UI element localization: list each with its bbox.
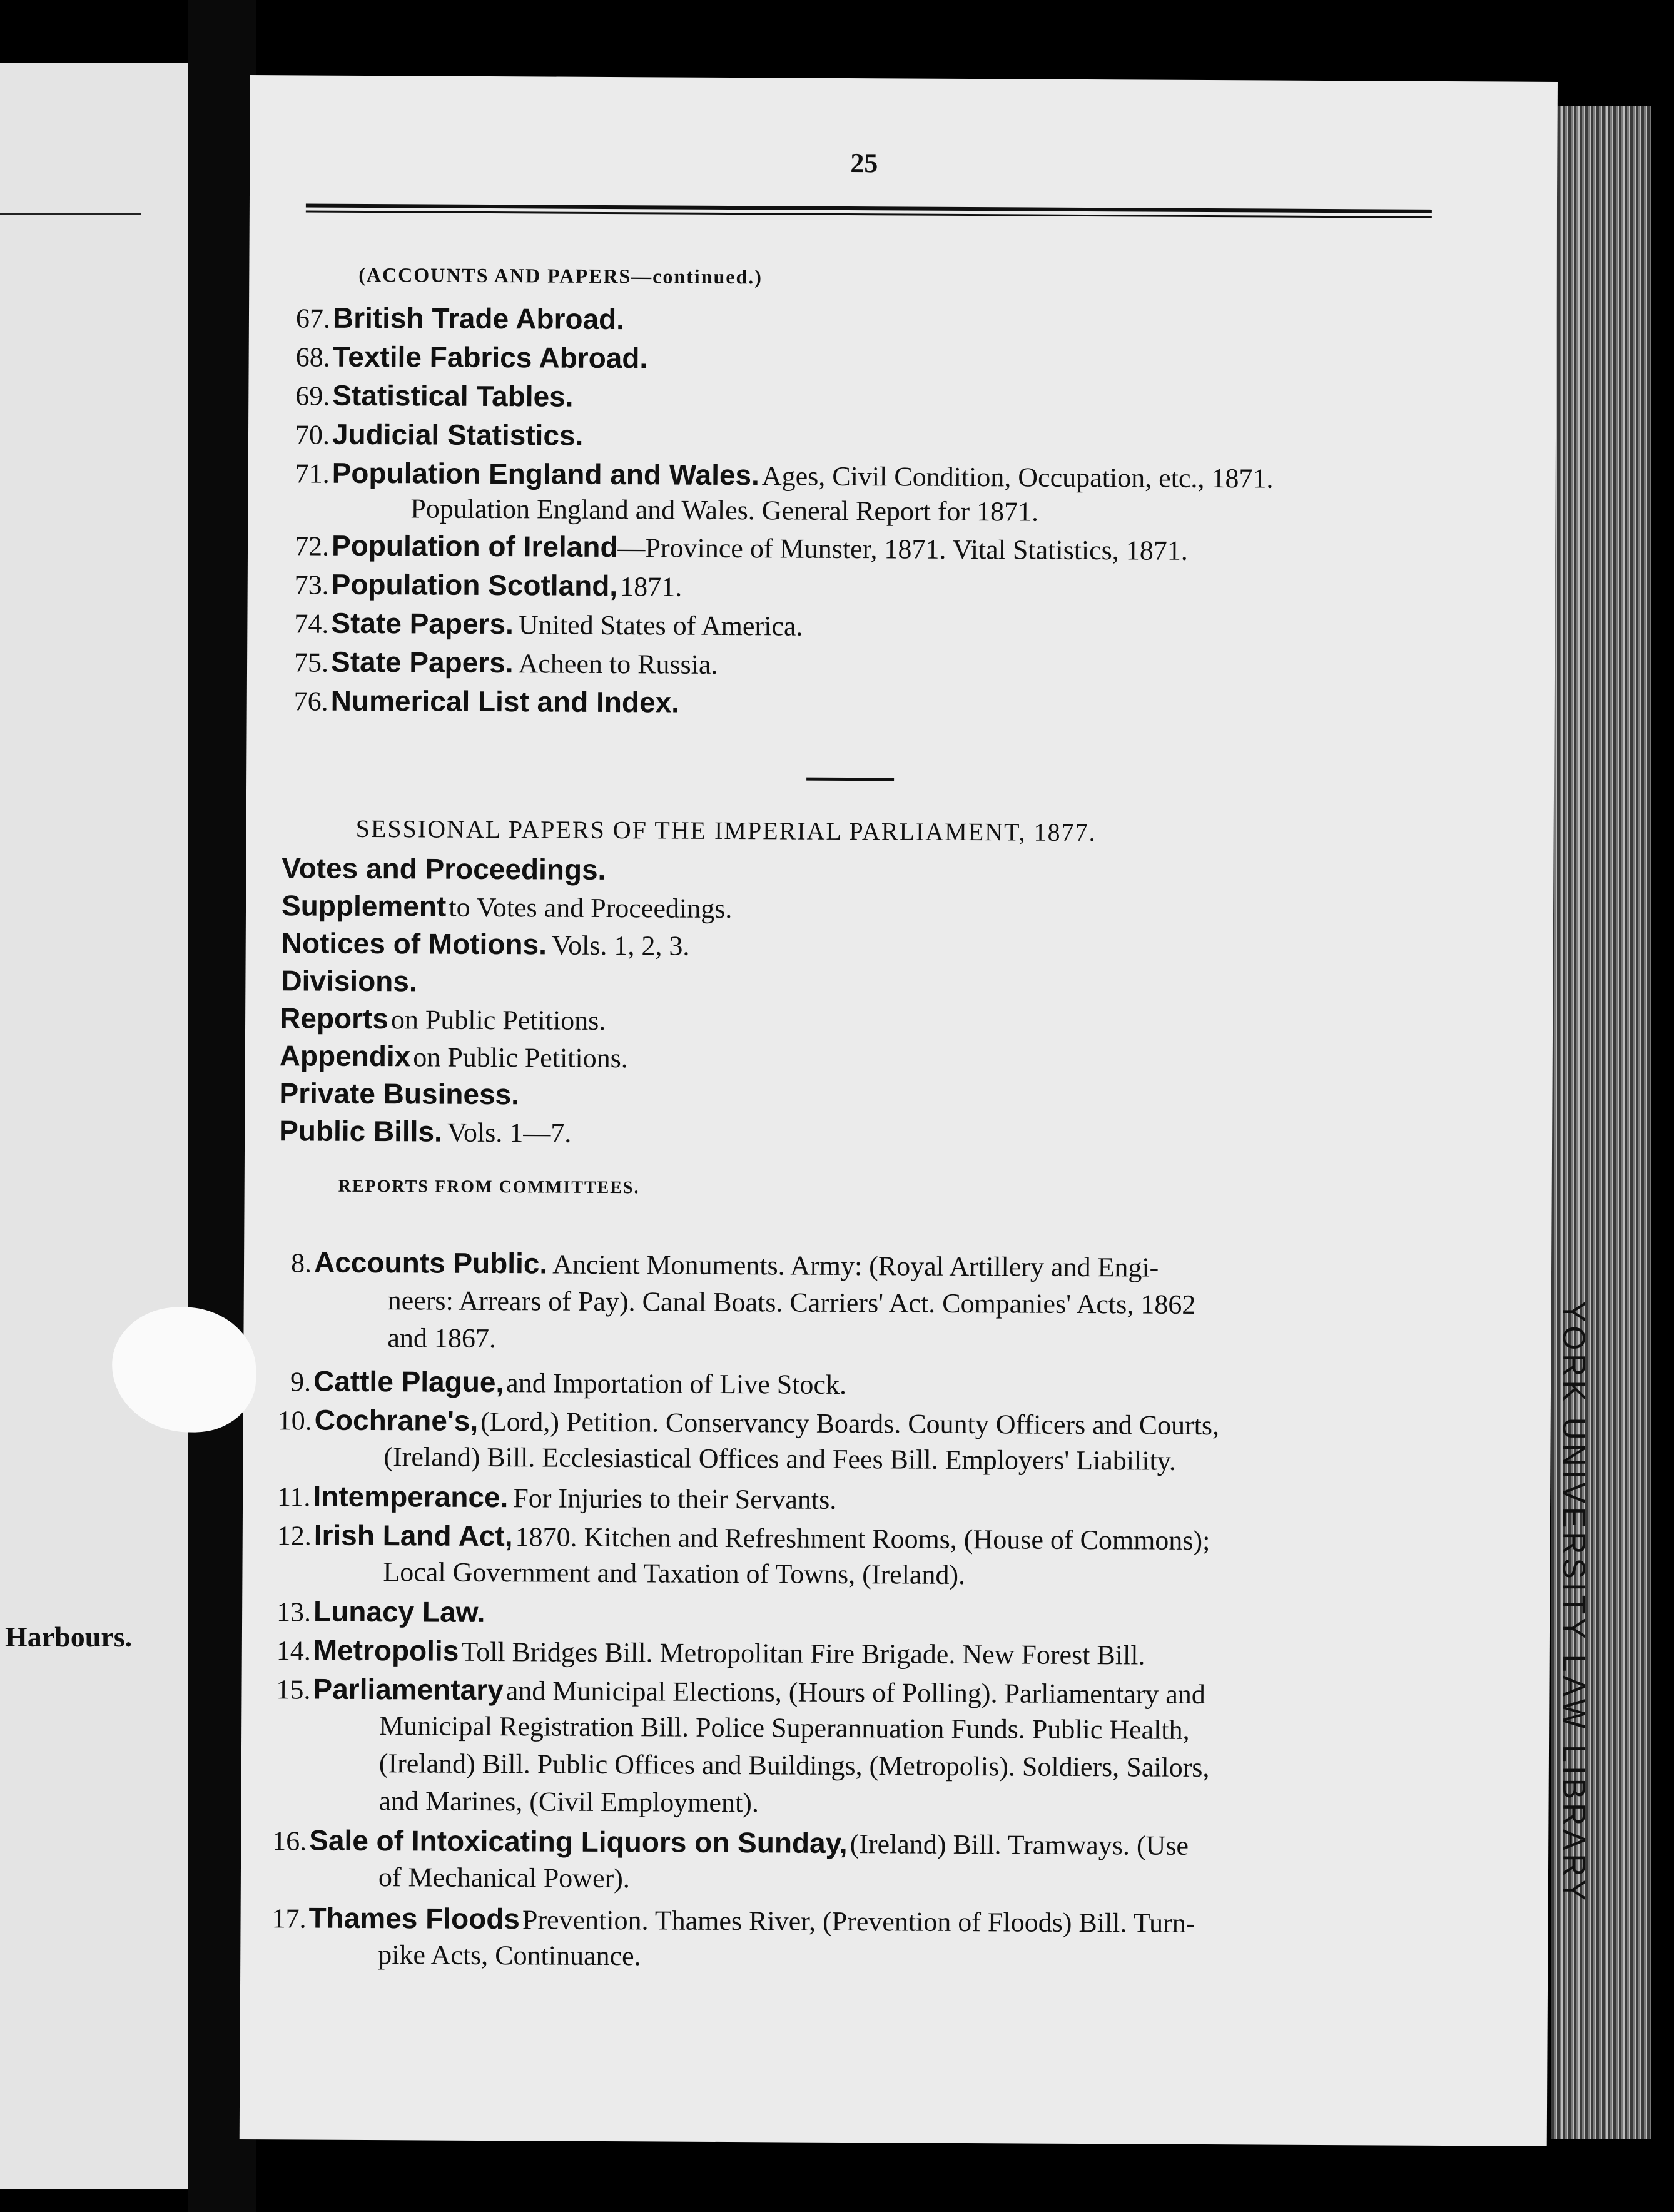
list-item: 17. Thames Floods Prevention. Thames River, (Prevention of Floods) Bill. Turn- [271, 1901, 1195, 1939]
list-item: 71. Population England and Wales. Ages, Civil Condition, Occupation, etc., 1871. [295, 456, 1274, 494]
list-item: 12. Irish Land Act, 1870. Kitchen and Refreshment Rooms, (House of Commons); [276, 1518, 1210, 1556]
list-item: 11. Intemperance. For Injuries to their Servants. [276, 1479, 837, 1515]
document-page [240, 75, 1558, 2146]
list-item-continuation: Local Government and Taxation of Towns, (Ireland). [383, 1556, 966, 1591]
list-item: Reports on Public Petitions. [279, 1002, 606, 1036]
list-item: 73. Population Scotland, 1871. [294, 567, 682, 602]
left-page-fragment: Harbours. [5, 1621, 133, 1653]
list-item-continuation: pike Acts, Continuance. [378, 1939, 641, 1972]
list-item: 74. State Papers. United States of America. [294, 606, 803, 642]
list-item-continuation: (Ireland) Bill. Ecclesiastical Offices and Fees Bill. Employers' Liability. [383, 1441, 1177, 1476]
list-item: 8. Accounts Public. Ancient Monuments. Army: (Royal Artillery and Engi- [290, 1246, 1159, 1283]
list-item: 13. Lunacy Law. [276, 1595, 485, 1628]
left-page-rule [0, 213, 141, 215]
list-item-continuation: (Ireland) Bill. Public Offices and Buildings, (Metropolis). Soldiers, Sailors, [378, 1748, 1210, 1783]
left-facing-page [0, 63, 188, 2189]
list-item: 75. State Papers. Acheen to Russia. [293, 645, 718, 680]
list-item: Private Business. [279, 1077, 520, 1111]
library-stamp: YORK UNIVERSITY LAW LIBRARY [1556, 1301, 1591, 1905]
list-item: 16. Sale of Intoxicating Liquors on Sunday, (Ireland) Bill. Tramways. (Use [272, 1824, 1189, 1861]
list-item: Divisions. [281, 964, 417, 998]
list-item: Votes and Proceedings. [282, 851, 606, 886]
list-item: 67. British Trade Abroad. [295, 301, 625, 336]
list-item: 76. Numerical List and Index. [293, 684, 680, 719]
list-item: 15. Parliamentary and Municipal Elections, (Hours of Polling). Parliamentary and [276, 1672, 1205, 1710]
list-item: Supplement to Votes and Proceedings. [281, 889, 733, 925]
list-item-continuation: and 1867. [387, 1322, 497, 1354]
accounts-header: (ACCOUNTS AND PAPERS—continued.) [358, 263, 763, 288]
section-divider [806, 778, 894, 781]
list-item: 69. Statistical Tables. [295, 378, 574, 413]
list-item: 68. Textile Fabrics Abroad. [295, 340, 648, 375]
list-item: 14. Metropolis Toll Bridges Bill. Metropolitan Fire Brigade. New Forest Bill. [276, 1633, 1145, 1671]
list-item-continuation: Municipal Registration Bill. Police Superannuation Funds. Public Health, [379, 1710, 1190, 1745]
list-item: Notices of Motions. Vols. 1, 2, 3. [281, 926, 690, 961]
list-item-continuation: Population England and Wales. General Report for 1871. [410, 493, 1039, 527]
list-item-continuation: neers: Arrears of Pay). Canal Boats. Carriers' Act. Companies' Acts, 1862 [387, 1285, 1196, 1320]
list-item: Public Bills. Vols. 1—7. [279, 1114, 572, 1149]
list-item-continuation: of Mechanical Power). [378, 1862, 630, 1894]
sessional-heading: SESSIONAL PAPERS OF THE IMPERIAL PARLIAMENT, 1877. [355, 814, 1097, 847]
list-item: 9. Cattle Plague, and Importation of Live Stock. [290, 1364, 847, 1401]
list-item: 72. Population of Ireland—Province of Munster, 1871. Vital Statistics, 1871. [294, 529, 1189, 566]
list-item: Appendix on Public Petitions. [279, 1039, 628, 1074]
list-item-continuation: and Marines, (Civil Employment). [378, 1785, 759, 1819]
committees-heading: REPORTS FROM COMMITTEES. [338, 1176, 640, 1198]
list-item: 10. Cochrane's, (Lord,) Petition. Conservancy Boards. County Officers and Courts, [277, 1403, 1220, 1441]
page-number: 25 [850, 148, 878, 179]
list-item: 70. Judicial Statistics. [295, 417, 584, 452]
